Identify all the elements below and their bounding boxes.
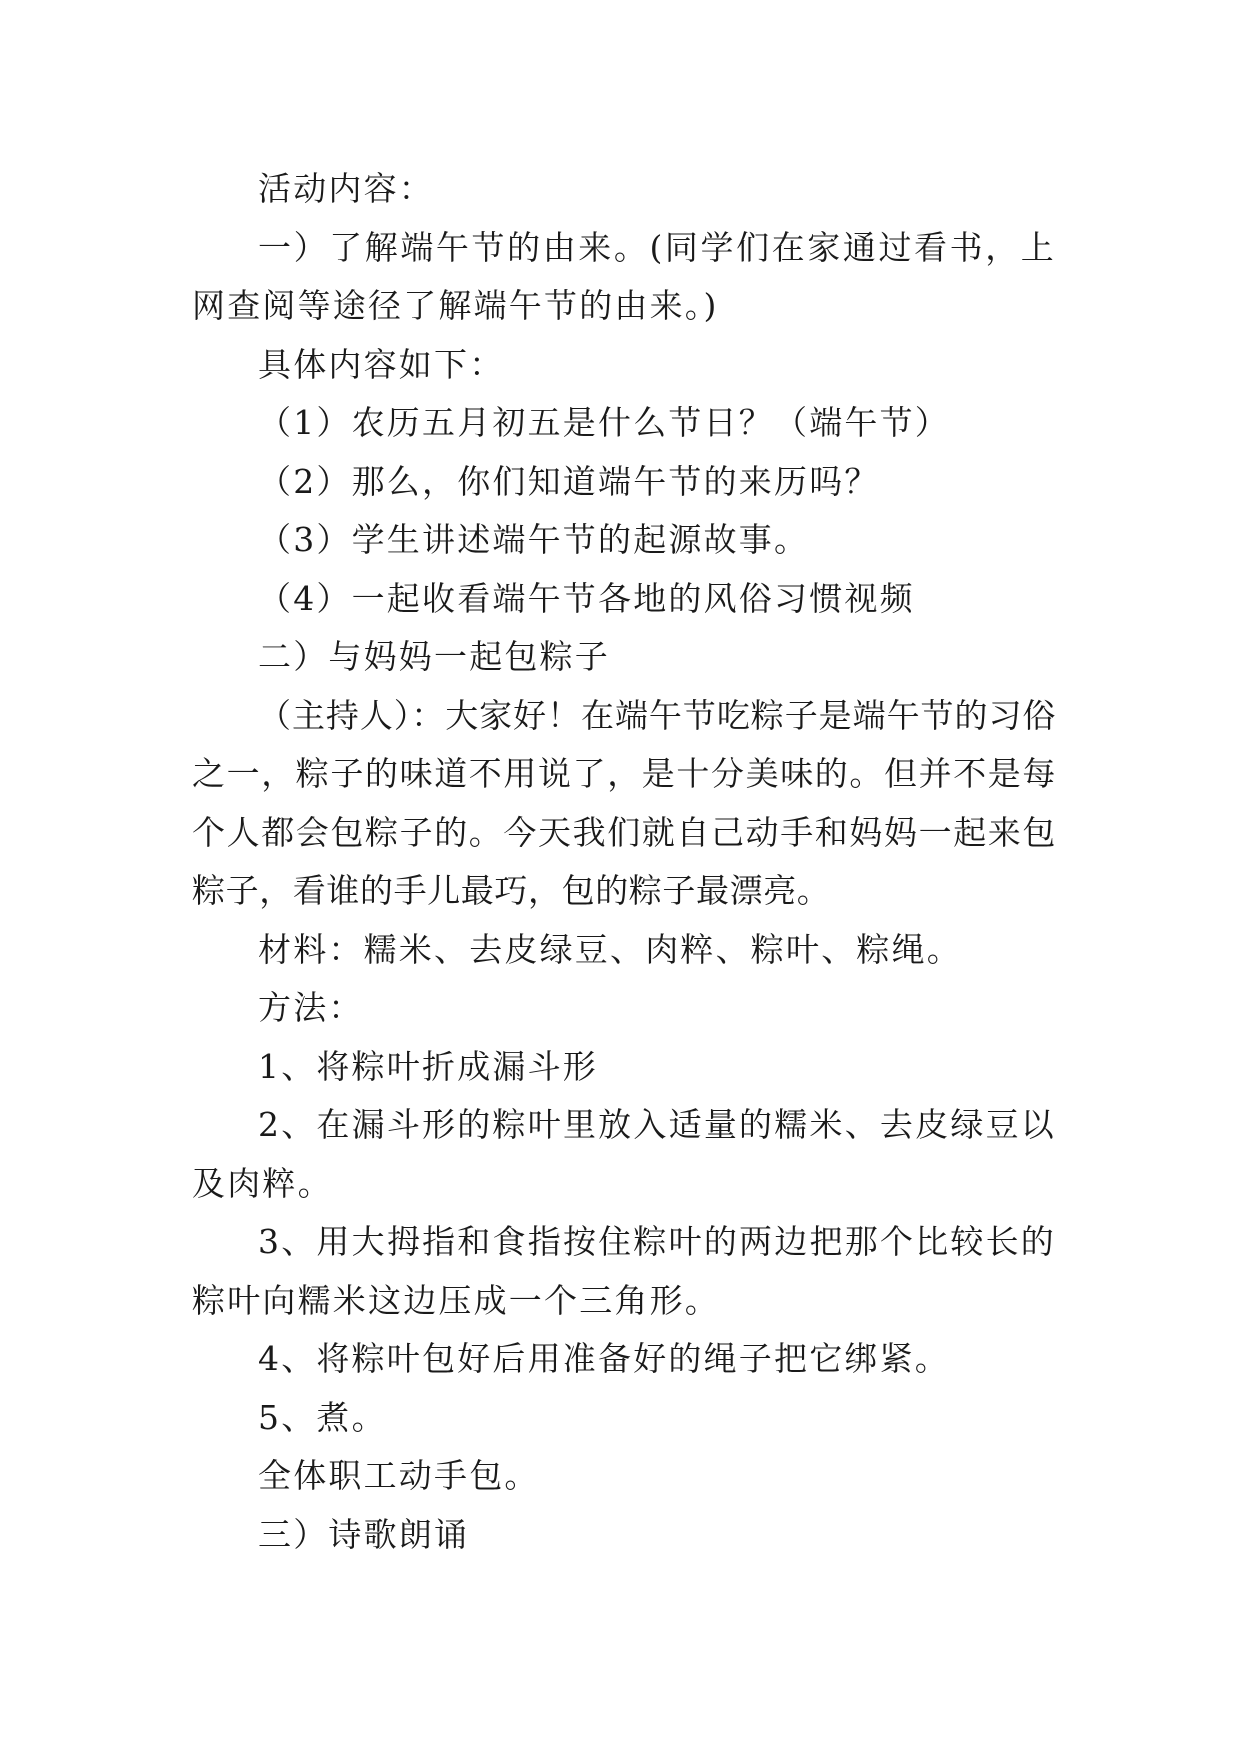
paragraph-section-two: 二）与妈妈一起包粽子: [258, 637, 610, 676]
paragraph-step-5: 5、煮。: [258, 1397, 387, 1437]
paragraph-step-2: 2、在漏斗形的粽叶里放入适量的糯米、去皮绿豆以及肉粹。: [192, 1105, 1056, 1203]
paragraph-step-4: 4、将粽叶包好后用准备好的绳子把它绑紧。: [258, 1339, 950, 1378]
paragraph-details-heading: 具体内容如下：: [258, 344, 505, 384]
paragraph-method-heading: 方法：: [258, 988, 364, 1027]
paragraph-materials: 材料：糯米、去皮绿豆、肉粹、粽叶、粽绳。: [258, 929, 962, 969]
paragraph-host-speech: （主持人）：大家好！在端午节吃粽子是端午节的习俗之一，粽子的味道不用说了，是十分美味的。但并不是每个人都会包粽子的。今天我们就自己动手和妈妈一起来包粽子，看谁的手儿最巧，包的粽子最漂亮。: [192, 695, 1056, 910]
paragraph-all-staff: 全体职工动手包。: [258, 1456, 540, 1495]
paragraph-activity-content: 活动内容：: [258, 169, 434, 208]
paragraph-step-3: 3、用大拇指和食指按住粽叶的两边把那个比较长的粽叶向糯米这边压成一个三角形。: [192, 1222, 1056, 1320]
paragraph-question-3: （3）学生讲述端午节的起源故事。: [258, 520, 810, 559]
paragraph-question-1: （1）农历五月初五是什么节日？（端午节）: [258, 403, 950, 442]
paragraph-section-one: 一）了解端午节的由来。(同学们在家通过看书，上网查阅等途径了解端午节的由来。): [192, 227, 1056, 325]
paragraph-section-three: 三）诗歌朗诵: [258, 1514, 470, 1554]
paragraph-question-4: （4）一起收看端午节各地的风俗习惯视频: [258, 578, 915, 618]
paragraph-question-2: （2）那么，你们知道端午节的来历吗？: [258, 461, 880, 501]
paragraph-step-1: 1、将粽叶折成漏斗形: [258, 1046, 598, 1086]
document-body: [192, 160, 1056, 1564]
